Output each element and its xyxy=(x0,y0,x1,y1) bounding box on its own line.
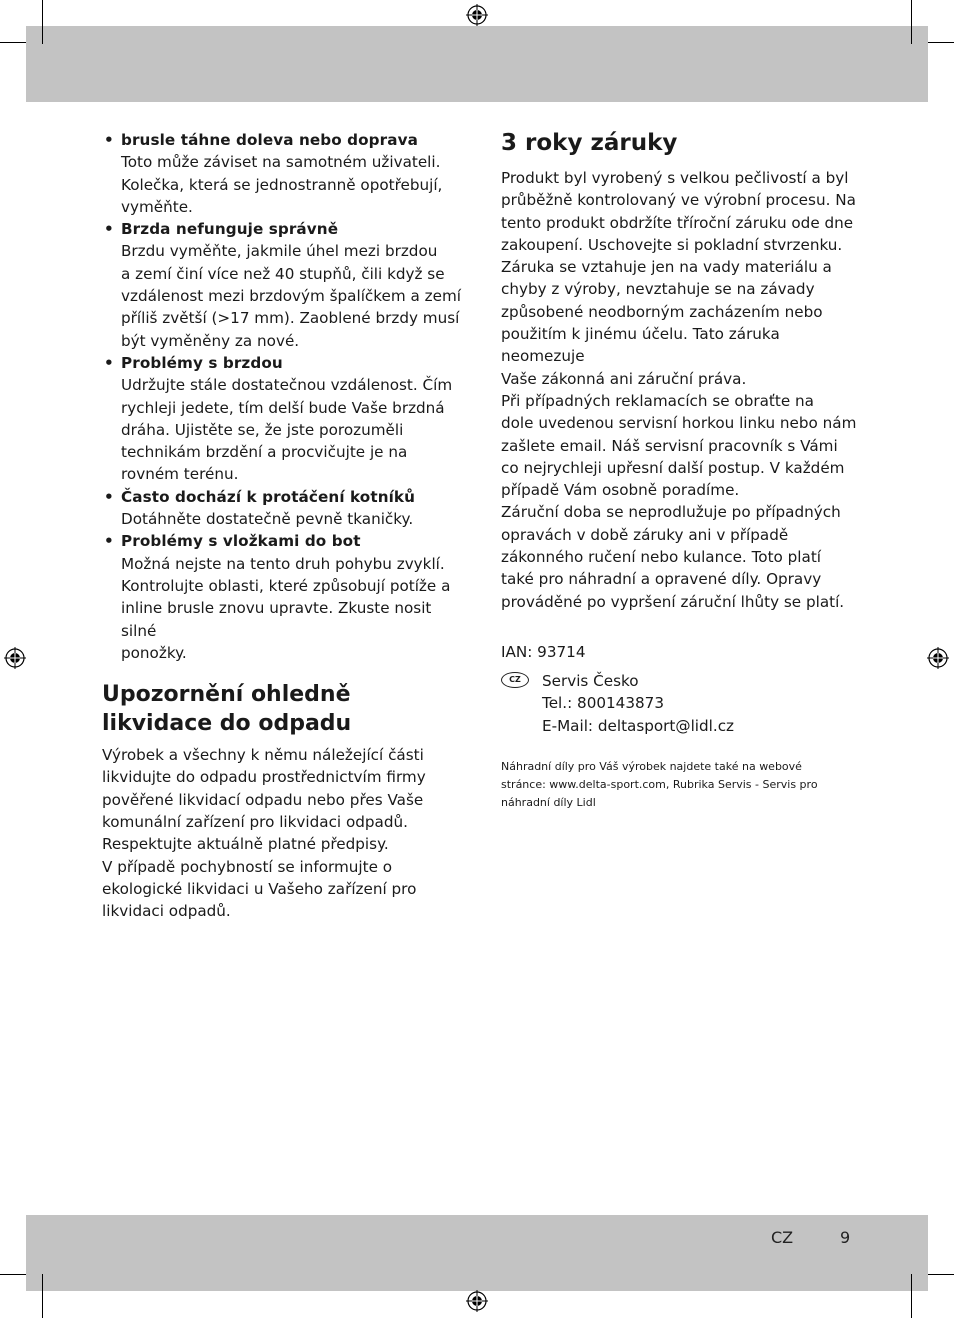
troubleshooting-list xyxy=(102,129,462,664)
page-number: 9 xyxy=(840,1228,851,1247)
list-item xyxy=(102,129,462,218)
disposal-heading: Upozornění ohledně likvidace do odpadu xyxy=(102,682,352,737)
registration-mark-icon xyxy=(466,1290,488,1312)
item-body: Udržujte stále dostatečnou vzdálenost. Čím rychleji jedete, tím delší bude Vaše brzdná dráha. Ujistěte se, že jste porozuměli technikám brzdění a procvičujte je na rovném terénu. xyxy=(121,376,453,484)
warranty-text: Produkt byl vyrobený s velkou pečlivostí a byl průběžně kontrolovaný ve výrobní procesu. Na tento produkt obdržíte tříroční záruku ode dne zakoupení. Uschovejte si pokladní stvrzenku. Záruka se vztahuje jen na vady materiálu a chyby z výroby, nevztahuje se na závady způsobené neodborným zacházením nebo použitím k jinému účelu. Tato záruka neomezuje Vaše zákonná ani záruční práva. Při případných reklamacích se obraťte na dole uvedenou servisní horkou linku nebo nám zašlete email. Náš servisní pracovník s Vámi co nejrychleji upřesní další postup. V každém případě Vám osobně poradíme. Záruční doba se neprodlužuje po případných opravách v době záruky ani v případě zákonného ručení nebo kulance. Toto platí také pro náhradní a opravené díly. Opravy prováděné po vypršení záruční lhůty se platí. xyxy=(501,169,857,611)
bullet: • xyxy=(104,487,114,506)
list-item xyxy=(102,530,462,664)
left-column xyxy=(102,129,462,923)
footer-band xyxy=(26,1215,928,1291)
bullet: • xyxy=(104,532,114,551)
footer-language: CZ xyxy=(771,1228,794,1247)
bullet: • xyxy=(104,131,114,149)
list-item xyxy=(102,218,462,352)
item-title: Brzda nefunguje správně xyxy=(121,220,339,239)
right-column xyxy=(501,129,861,812)
item-title: Často dochází k protáčení kotníků xyxy=(121,487,416,506)
service-contact xyxy=(501,670,861,737)
bullet: • xyxy=(104,353,114,372)
service-phone: Tel.: 800143873 xyxy=(542,694,664,713)
list-item xyxy=(102,352,462,486)
item-body: Toto může záviset na samotném uživateli. Kolečka, která se jednostranně opotřebují, vyměňte. xyxy=(121,153,443,216)
service-name: Servis Česko xyxy=(542,671,639,690)
registration-mark-icon xyxy=(4,647,26,669)
item-title: brusle táhne doleva nebo doprava xyxy=(121,131,418,149)
service-email: E-Mail: deltasport@lidl.cz xyxy=(542,716,735,735)
registration-mark-icon xyxy=(927,647,949,669)
registration-mark-icon xyxy=(466,4,488,26)
item-title: Problémy s brzdou xyxy=(121,353,283,372)
warranty-heading: 3 roky záruky xyxy=(501,130,678,156)
header-band xyxy=(26,26,928,102)
ian-number: IAN: 93714 xyxy=(501,642,586,661)
disposal-text: Výrobek a všechny k němu náležející části likvidujte do odpadu prostřednictvím firmy pověřené likvidací odpadu nebo přes Vaše komunální zařízení pro likvidaci odpadů. Respektujte aktuálně platné předpisy. V případě pochybností se informujte o ekologické likvidaci u Vašeho zařízení pro likvidaci odpadů. xyxy=(102,746,426,921)
bullet: • xyxy=(104,220,114,239)
spare-parts-note: Náhradní díly pro Váš výrobek najdete také na webové stránce: www.delta-sport.com, Rubrika Servis - Servis pro náhradní díly Lidl xyxy=(501,759,818,809)
item-title: Problémy s vložkami do bot xyxy=(121,532,361,551)
item-body: Brzdu vyměňte, jakmile úhel mezi brzdou a zemí činí více než 40 stupňů, čili když se vzdálenost mezi brzdovým špalíčkem a zemí příliš zvětší (>17 mm). Zaoblené brzdy musí být vyměněny za nové. xyxy=(121,242,461,350)
country-badge-icon: CZ xyxy=(501,672,529,688)
item-body: Dotáhněte dostatečně pevně tkaničky. xyxy=(121,510,414,529)
item-body: Možná nejste na tento druh pohybu zvyklí. Kontrolujte oblasti, které způsobují potíže a inline brusle znovu upravte. Zkuste nosit silné ponožky. xyxy=(121,554,451,662)
list-item xyxy=(102,486,462,531)
